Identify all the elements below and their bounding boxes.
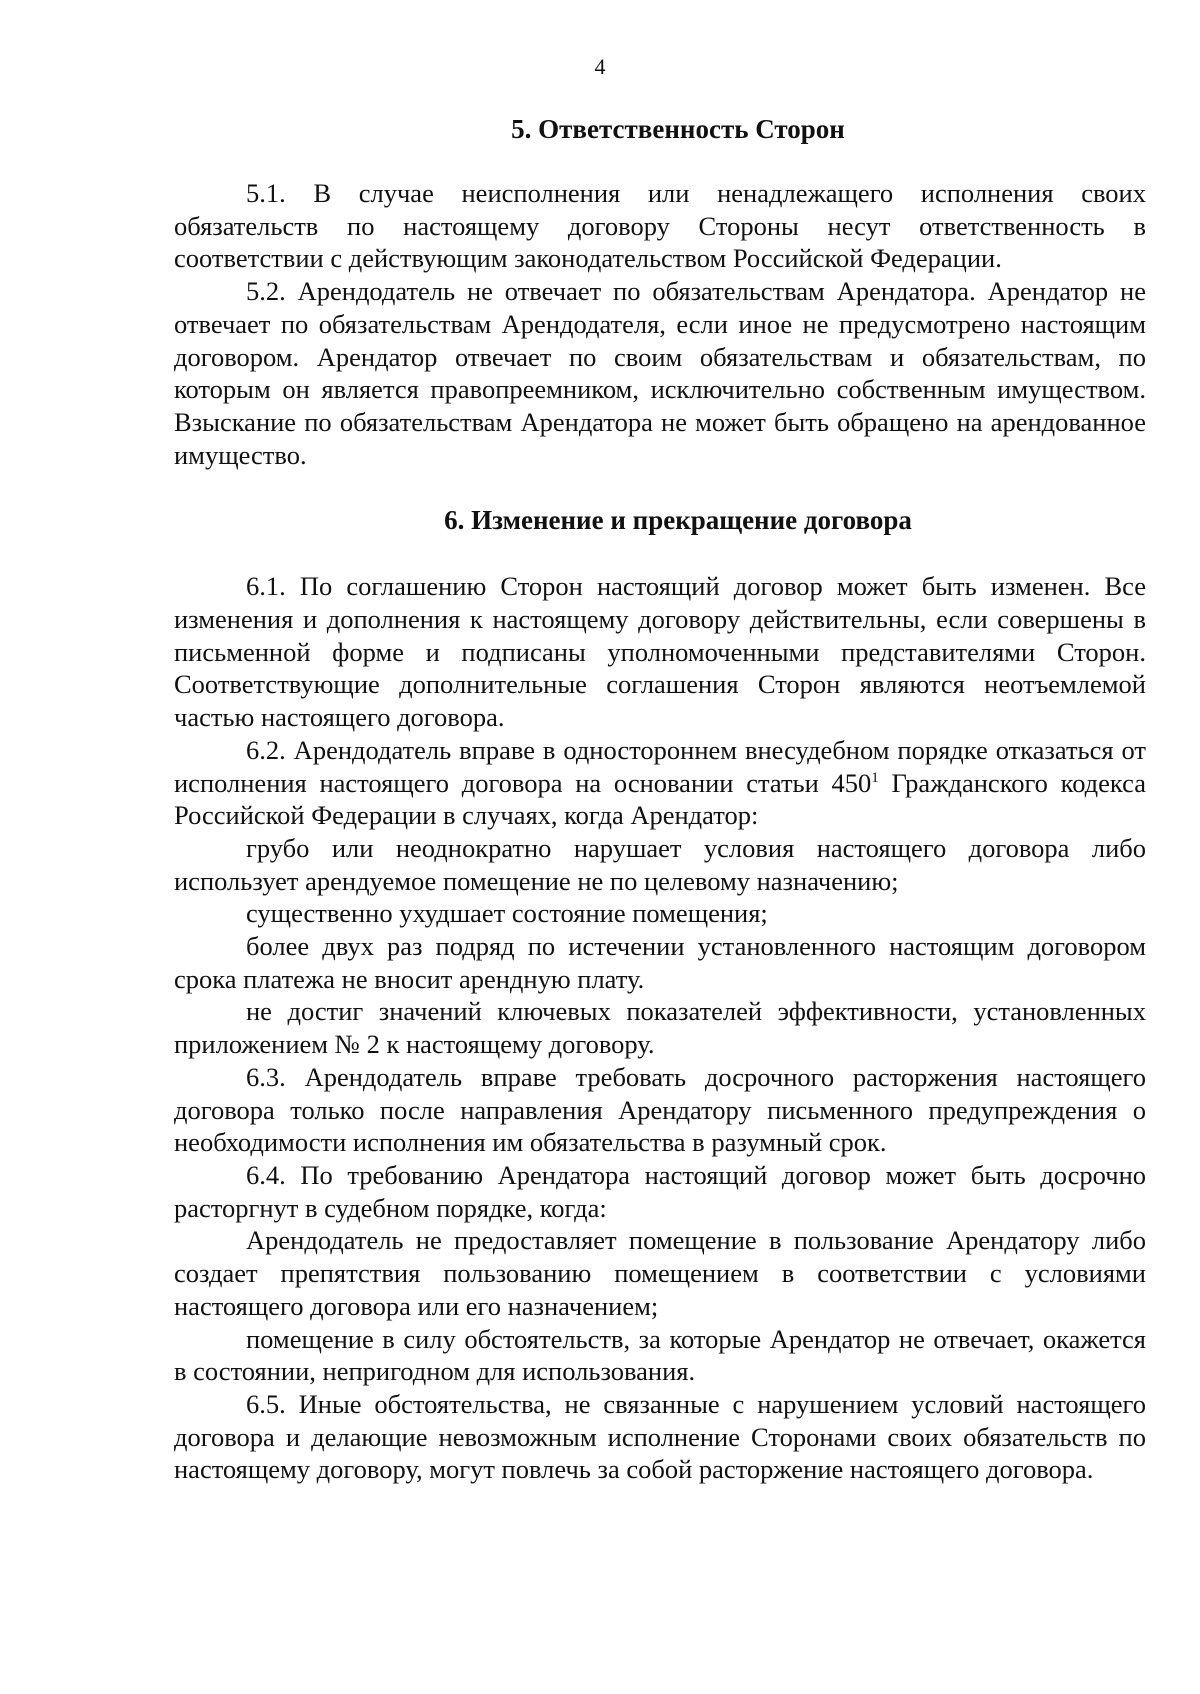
paragraph-6-2-start: 6.2. Арендодатель вправе в одностороннем внесудебном порядке отказаться от исполнения настоящего договора на основании статьи 450 xyxy=(174,734,1146,798)
paragraph-6-3: 6.3. Арендодатель вправе требовать досрочного расторжения настоящего договора только после направления Арендатору письменного предупреждения о необходимости исполнения им обязательства в разумный срок. xyxy=(174,1061,1146,1158)
paragraph-6-1: 6.1. По соглашению Сторон настоящий договор может быть изменен. Все изменения и дополнения к настоящему договору действительны, если совершены в письменной форме и подписаны уполномоченными представителями Сторон. Соответствующие дополнительные соглашения Сторон являются неотъемлемой частью настоящего договора. xyxy=(174,571,1146,733)
paragraph-6-4-case-obstruction: Арендодатель не предоставляет помещение в пользование Арендатору либо создает препятствия пользованию помещением в соответствии с условиями настоящего договора или его назначением; xyxy=(174,1225,1146,1321)
paragraph-6-2-case-violation: грубо или неоднократно нарушает условия настоящего договора либо использует арендуемое помещение не по целевому назначению; xyxy=(174,832,1146,896)
document-body xyxy=(174,113,1146,1486)
paragraph-6-2-case-deterioration: существенно ухудшает состояние помещения; xyxy=(246,898,768,929)
page-number: 4 xyxy=(594,54,606,79)
paragraph-5-1: 5.1. В случае неисполнения или ненадлежащего исполнения своих обязательств по настоящему договору Стороны несут ответственность в соответствии с действующим законодательством Российской Федерации. xyxy=(174,178,1146,274)
paragraph-6-2-case-kpi: не достиг значений ключевых показателей эффективности, установленных приложением № 2 к настоящему договору. xyxy=(174,996,1146,1060)
article-superscript: 1 xyxy=(871,769,879,786)
paragraph-5-2: 5.2. Арендодатель не отвечает по обязательствам Арендатора. Арендатор не отвечает по обязательствам Арендодателя, если иное не предусмотрено настоящим договором. Арендатор отвечает по своим обязательствам и обязательствам, по которым он является правопреемником, исключительно собственным имуществом. Взыскание по обязательствам Арендатора не может быть обращено на арендованное имущество. xyxy=(174,276,1146,470)
paragraph-6-2-end: Гражданского кодекса Российской Федерации в случаях, когда Арендатор: xyxy=(174,767,1146,831)
paragraph-6-5: 6.5. Иные обстоятельства, не связанные с нарушением условий настоящего договора и делающие невозможным исполнение Сторонами своих обязательств по настоящему договору, могут повлечь за собой расторжение настоящего договора. xyxy=(174,1388,1146,1485)
section-title-amendment-termination: 6. Изменение и прекращение договора xyxy=(444,505,912,536)
section-title-responsibility: 5. Ответственность Сторон xyxy=(511,114,845,144)
paragraph-6-4: 6.4. По требованию Арендатора настоящий договор может быть досрочно расторгнут в судебном порядке, когда: xyxy=(174,1159,1146,1223)
paragraph-6-2 xyxy=(174,734,1146,832)
paragraph-6-2-case-nonpayment: более двух раз подряд по истечении установленного настоящим договором срока платежа не вносит арендную плату. xyxy=(174,931,1146,994)
paragraph-6-4-case-unfit: помещение в силу обстоятельств, за которые Арендатор не отвечает, окажется в состоянии, непригодном для использования. xyxy=(174,1323,1146,1387)
